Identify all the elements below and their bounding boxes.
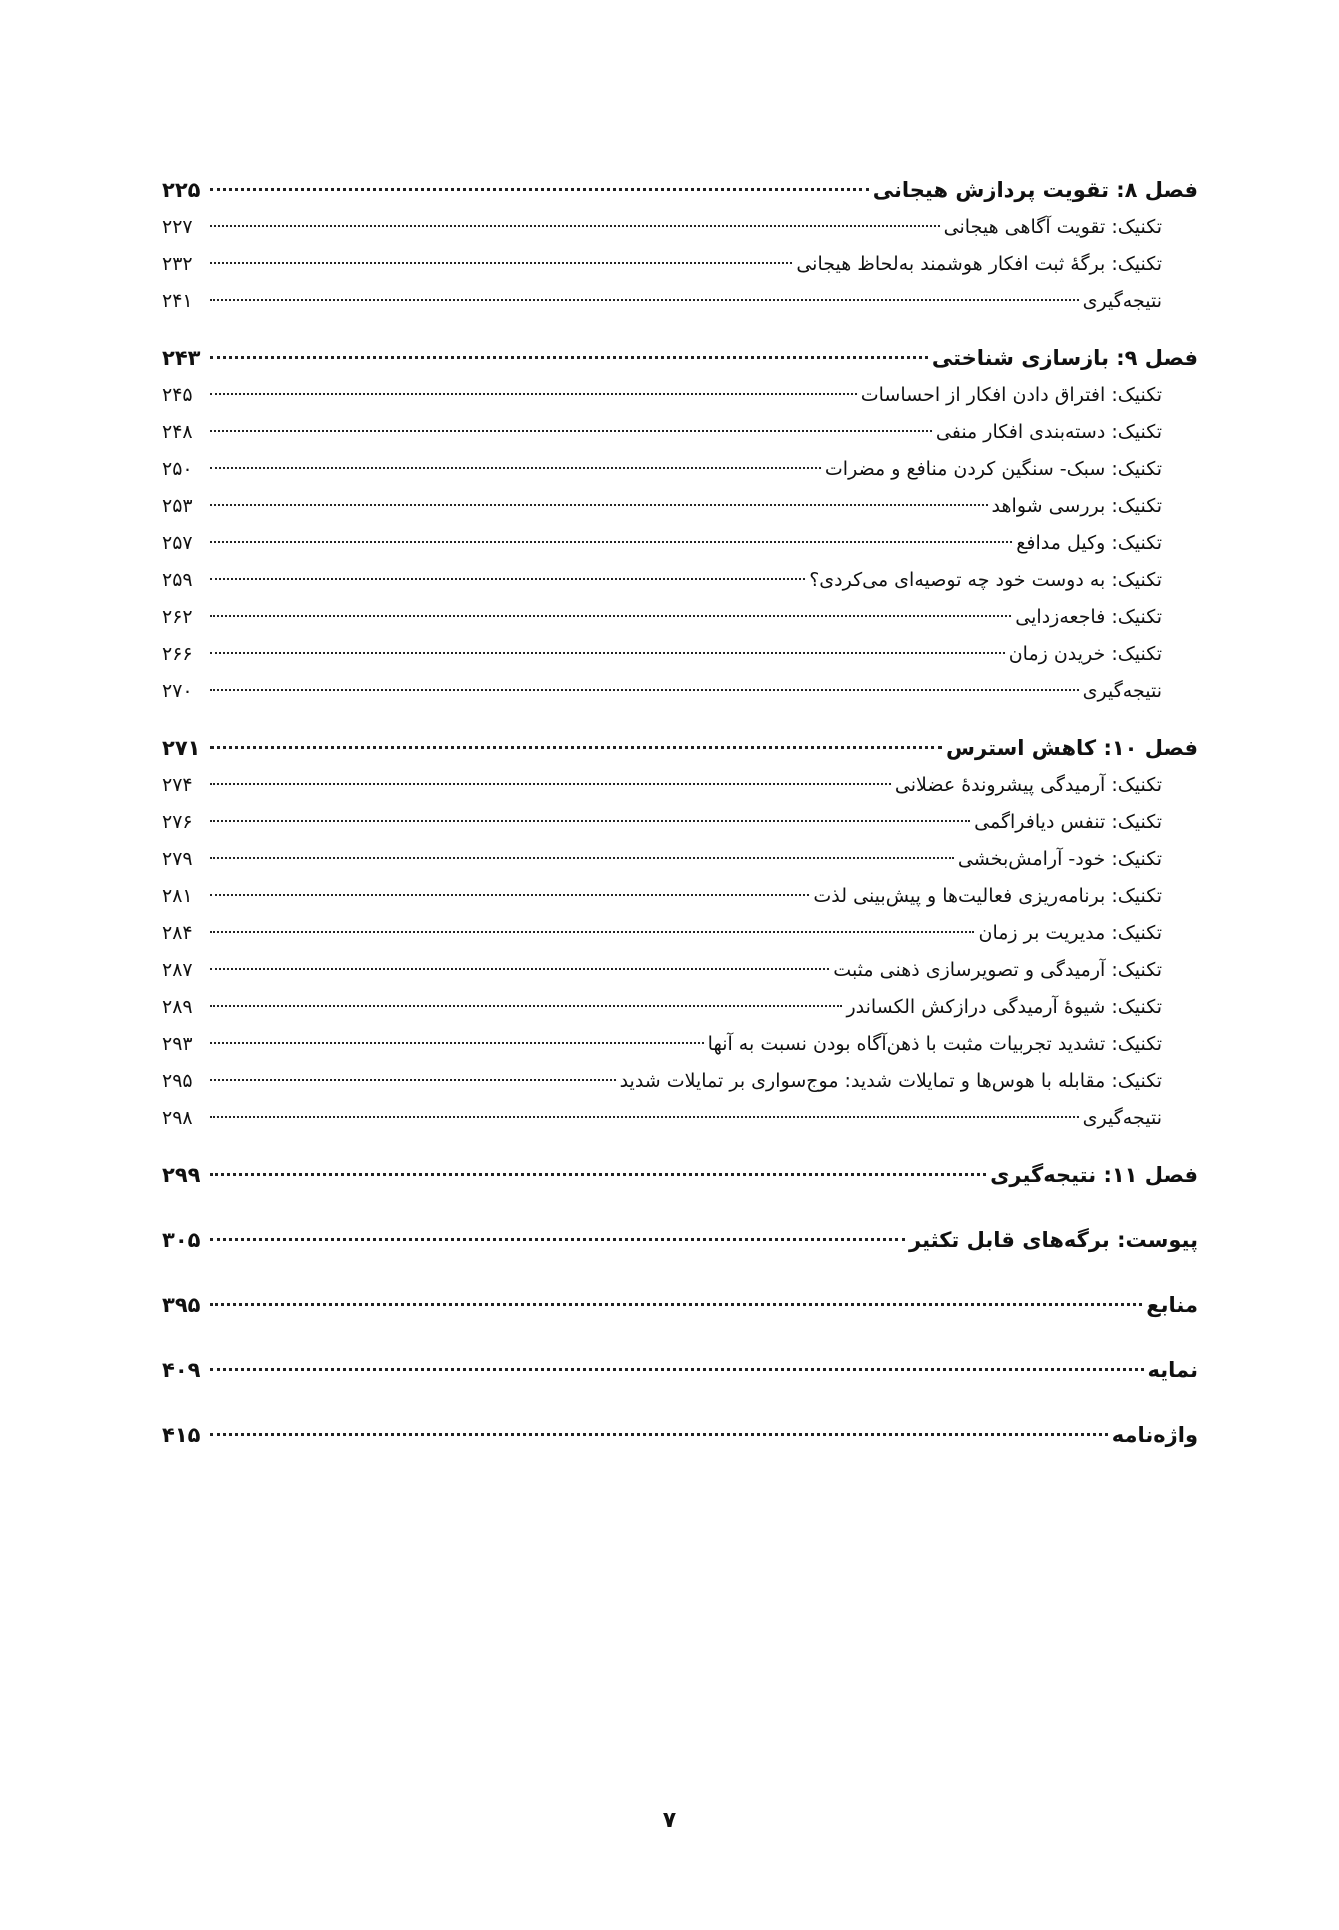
dot-leader	[210, 1042, 704, 1044]
toc-chapter-10[interactable]	[162, 730, 1198, 767]
toc-item[interactable]	[162, 915, 1198, 952]
dot-leader	[210, 968, 829, 970]
dot-leader	[210, 689, 1079, 691]
toc-item-title: تکنیک: فاجعه‌زدایی	[1015, 606, 1162, 628]
toc-item-title: نتیجه‌گیری	[1082, 1107, 1162, 1129]
toc-glossary[interactable]	[162, 1417, 1198, 1454]
toc-chapter-title: نمایه	[1147, 1358, 1198, 1382]
toc-chapter-8[interactable]	[162, 172, 1198, 209]
dot-leader	[210, 1368, 1144, 1371]
toc-item-page: ۲۵۹	[162, 569, 193, 591]
toc-chapter-title: فصل ۱۰: کاهش استرس	[946, 736, 1198, 760]
toc-item-title: تکنیک: مقابله با هوس‌ها و تمایلات شدید: موج‌سواری بر تمایلات شدید	[619, 1070, 1162, 1092]
toc-item[interactable]	[162, 451, 1198, 488]
dot-leader	[210, 1433, 1108, 1436]
toc-chapter-page: ۲۴۳	[162, 346, 201, 370]
dot-leader	[210, 783, 891, 785]
toc-chapter-title: فصل ۹: بازسازی شناختی	[931, 346, 1198, 370]
toc-item-title: تکنیک: خریدن زمان	[1008, 643, 1162, 665]
toc-item-page: ۲۲۷	[162, 216, 193, 238]
toc-item-page: ۲۳۲	[162, 253, 193, 275]
toc-item[interactable]	[162, 377, 1198, 414]
dot-leader	[210, 1173, 986, 1176]
dot-leader	[210, 1303, 1142, 1306]
toc-item-page: ۲۸۷	[162, 959, 193, 981]
toc-item-page: ۲۴۱	[162, 290, 193, 312]
dot-leader	[210, 1238, 905, 1241]
dot-leader	[210, 578, 805, 580]
dot-leader	[210, 188, 869, 191]
dot-leader	[210, 1079, 616, 1081]
toc-appendix[interactable]	[162, 1222, 1198, 1259]
toc-item-page: ۲۷۹	[162, 848, 193, 870]
toc-item[interactable]	[162, 562, 1198, 599]
toc-references[interactable]	[162, 1287, 1198, 1324]
dot-leader	[210, 931, 974, 933]
toc-chapter-title: پیوست: برگه‌های قابل تکثیر	[909, 1228, 1198, 1252]
toc-item-title: تکنیک: آرمیدگی پیشروندهٔ عضلانی	[894, 774, 1162, 796]
toc-item[interactable]	[162, 878, 1198, 915]
toc-item-title: تکنیک: افتراق دادن افکار از احساسات	[860, 384, 1162, 406]
toc-chapter-page: ۲۹۹	[162, 1163, 201, 1187]
toc-chapter-page: ۲۲۵	[162, 178, 201, 202]
toc-chapter-page: ۴۱۵	[162, 1423, 201, 1447]
toc-chapter-title: منابع	[1146, 1293, 1198, 1317]
dot-leader	[210, 615, 1011, 617]
toc-item-page: ۲۴۵	[162, 384, 193, 406]
toc-item-title: تکنیک: به دوست خود چه توصیه‌ای می‌کردی؟	[809, 569, 1162, 591]
toc-item-page: ۲۸۴	[162, 922, 193, 944]
toc-chapter-page: ۴۰۹	[162, 1358, 201, 1382]
toc-item-page: ۲۹۸	[162, 1107, 193, 1129]
dot-leader	[210, 504, 988, 506]
toc-chapter-9[interactable]	[162, 340, 1198, 377]
dot-leader	[210, 820, 970, 822]
toc-item[interactable]	[162, 525, 1198, 562]
dot-leader	[210, 652, 1005, 654]
toc-chapter-11[interactable]	[162, 1157, 1198, 1194]
toc-item-title: نتیجه‌گیری	[1082, 290, 1162, 312]
toc-item[interactable]	[162, 283, 1198, 320]
toc-item[interactable]	[162, 636, 1198, 673]
toc-item[interactable]	[162, 1100, 1198, 1137]
toc-item-page: ۲۷۴	[162, 774, 193, 796]
dot-leader	[210, 430, 932, 432]
toc-item-title: تکنیک: بررسی شواهد	[991, 495, 1162, 517]
toc-item-title: تکنیک: سبک- سنگین کردن منافع و مضرات	[824, 458, 1162, 480]
toc-item-title: تکنیک: تشدید تجربیات مثبت با ذهن‌آگاه بودن نسبت به آنها	[707, 1033, 1162, 1055]
toc-item-title: تکنیک: تقویت آگاهی هیجانی	[943, 216, 1162, 238]
toc-item[interactable]	[162, 1063, 1198, 1100]
dot-leader	[210, 225, 940, 227]
toc-chapter-page: ۲۷۱	[162, 736, 201, 760]
dot-leader	[210, 262, 792, 264]
dot-leader	[210, 299, 1079, 301]
toc-item-title: تکنیک: شیوهٔ آرمیدگی درازکش الکساندر	[846, 996, 1162, 1018]
toc-item[interactable]	[162, 952, 1198, 989]
toc-item-page: ۲۹۵	[162, 1070, 193, 1092]
toc-index[interactable]	[162, 1352, 1198, 1389]
toc-item[interactable]	[162, 673, 1198, 710]
toc-item[interactable]	[162, 989, 1198, 1026]
toc-item[interactable]	[162, 841, 1198, 878]
toc-item-page: ۲۵۳	[162, 495, 193, 517]
toc-item-title: تکنیک: برگهٔ ثبت افکار هوشمند به‌لحاظ هیجانی	[796, 253, 1162, 275]
dot-leader	[210, 541, 1012, 543]
dot-leader	[210, 746, 942, 749]
dot-leader	[210, 467, 821, 469]
table-of-contents	[162, 172, 1198, 1454]
dot-leader	[210, 1005, 842, 1007]
toc-chapter-page: ۳۰۵	[162, 1228, 201, 1252]
dot-leader	[210, 857, 954, 859]
toc-item[interactable]	[162, 414, 1198, 451]
toc-chapter-title: فصل ۸: تقویت پردازش هیجانی	[872, 178, 1198, 202]
toc-item-page: ۲۶۶	[162, 643, 193, 665]
toc-item-title: تکنیک: برنامه‌ریزی فعالیت‌ها و پیش‌بینی لذت	[813, 885, 1162, 907]
toc-item[interactable]	[162, 804, 1198, 841]
toc-item-page: ۲۷۰	[162, 680, 193, 702]
page-number: ۷	[662, 1808, 677, 1833]
toc-item[interactable]	[162, 1026, 1198, 1063]
toc-item[interactable]	[162, 209, 1198, 246]
toc-item[interactable]	[162, 488, 1198, 525]
toc-item-page: ۲۷۶	[162, 811, 193, 833]
toc-chapter-title: فصل ۱۱: نتیجه‌گیری	[990, 1163, 1198, 1187]
toc-item[interactable]	[162, 599, 1198, 636]
dot-leader	[210, 356, 928, 359]
toc-chapter-title: واژه‌نامه	[1111, 1423, 1198, 1447]
dot-leader	[210, 894, 809, 896]
toc-item-page: ۲۸۱	[162, 885, 193, 907]
toc-item-title: تکنیک: آرمیدگی و تصویرسازی ذهنی مثبت	[833, 959, 1162, 981]
toc-item-page: ۲۴۸	[162, 421, 193, 443]
toc-item-title: تکنیک: تنفس دیافراگمی	[974, 811, 1162, 833]
toc-item-page: ۲۵۷	[162, 532, 193, 554]
toc-item[interactable]	[162, 767, 1198, 804]
toc-chapter-page: ۳۹۵	[162, 1293, 201, 1317]
toc-item-page: ۲۹۳	[162, 1033, 193, 1055]
toc-item[interactable]	[162, 246, 1198, 283]
toc-item-title: تکنیک: وکیل مدافع	[1016, 532, 1162, 554]
toc-item-page: ۲۶۲	[162, 606, 193, 628]
toc-item-title: نتیجه‌گیری	[1082, 680, 1162, 702]
toc-item-title: تکنیک: خود- آرامش‌بخشی	[957, 848, 1162, 870]
toc-item-title: تکنیک: مدیریت بر زمان	[978, 922, 1162, 944]
toc-item-page: ۲۵۰	[162, 458, 193, 480]
dot-leader	[210, 1116, 1079, 1118]
toc-item-page: ۲۸۹	[162, 996, 193, 1018]
dot-leader	[210, 393, 857, 395]
toc-item-title: تکنیک: دسته‌بندی افکار منفی	[935, 421, 1162, 443]
